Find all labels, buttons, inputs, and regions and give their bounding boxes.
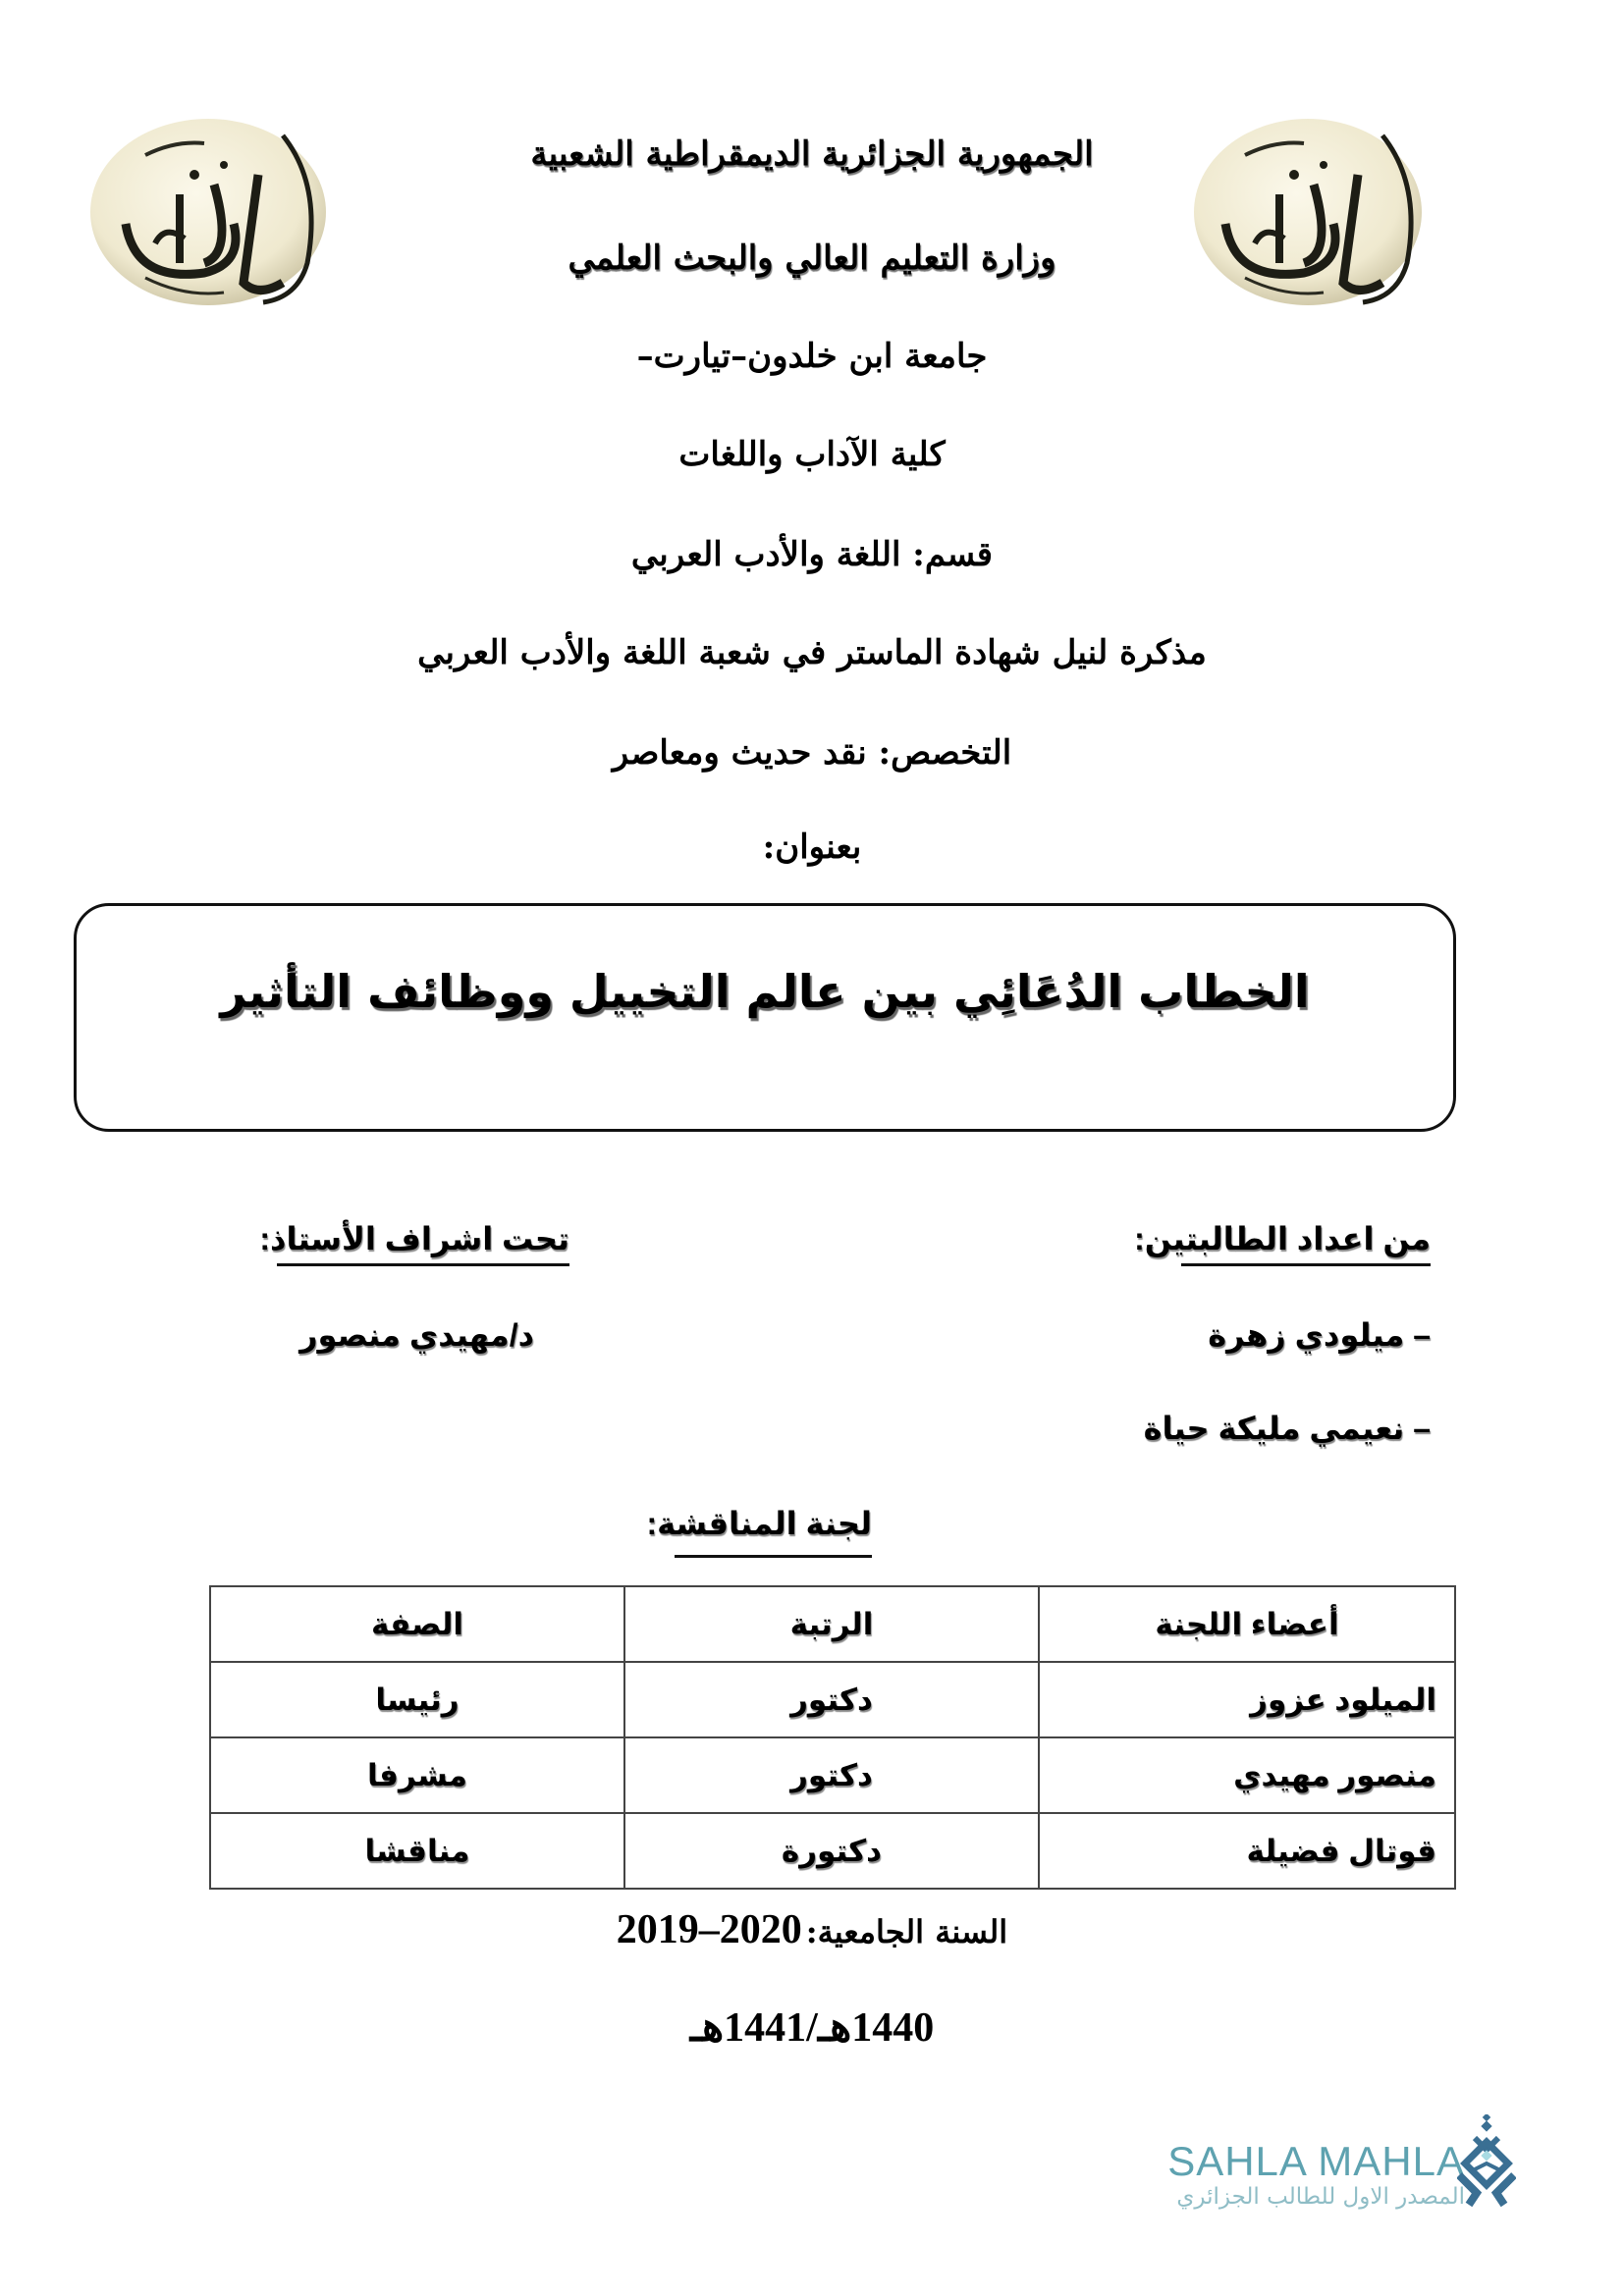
- academic-year-hijri: 1440هـ/1441هـ: [689, 2005, 935, 2051]
- member-rank: دكتور: [624, 1662, 1039, 1737]
- member-role: مناقشا: [210, 1813, 624, 1889]
- column-header-role: الصفة: [210, 1586, 624, 1662]
- sahla-mahla-emblem-icon: [1457, 2114, 1516, 2211]
- table-row: [210, 1737, 1455, 1813]
- student-name: – نعيمي مليكة حياة: [1143, 1411, 1431, 1446]
- member-rank: دكتور: [624, 1737, 1039, 1813]
- sahla-mahla-watermark: [1092, 2140, 1465, 2211]
- thesis-title-box: [74, 903, 1456, 1132]
- student-name: – ميلودي زهرة: [1208, 1317, 1431, 1353]
- committee-heading: لجنة المناقشة:: [646, 1506, 872, 1541]
- ministry-name: وزارة التعليم العالي والبحث العلمي: [568, 239, 1056, 278]
- table-row: [210, 1662, 1455, 1737]
- university-name: جامعة ابن خلدون–تيارت–: [636, 337, 988, 376]
- supervisor-heading: تحت اشراف الأستاذ:: [259, 1221, 569, 1256]
- watermark-brand: SAHLA MAHLA: [1167, 2138, 1465, 2184]
- specialization: التخصص: نقد حديث ومعاصر: [612, 733, 1012, 773]
- academic-year: [0, 1906, 1624, 1953]
- member-rank: دكتورة: [624, 1813, 1039, 1889]
- thesis-title: الخطاب الدُعَائِي بين عالم التخييل ووظائف التأثير: [220, 965, 1310, 1018]
- member-name: منصور مهيدي: [1039, 1737, 1455, 1813]
- member-role: رئيسا: [210, 1662, 624, 1737]
- member-name: الميلود عزوز: [1039, 1662, 1455, 1737]
- faculty-name: كلية الآداب واللغات: [678, 435, 946, 474]
- academic-year-hijri-row: [0, 2002, 1624, 2052]
- watermark-tagline: المصدر الاول للطالب الجزائري: [1176, 2184, 1465, 2210]
- degree-statement: مذكرة لنيل شهادة الماستر في شعبة اللغة والأدب العربي: [417, 633, 1207, 672]
- table-header-row: [210, 1586, 1455, 1662]
- academic-year-label: السنة الجامعية:: [805, 1913, 1008, 1950]
- supervisor-name: د/مهيدي منصور: [299, 1317, 534, 1353]
- member-role: مشرفا: [210, 1737, 624, 1813]
- students-heading: من اعداد الطالبتين:: [1134, 1221, 1431, 1256]
- republic-name: الجمهورية الجزائرية الديمقراطية الشعبية: [530, 134, 1094, 174]
- table-row: [210, 1813, 1455, 1889]
- department-name: قسم: اللغة والأدب العربي: [630, 535, 994, 574]
- students-heading-underline: [1181, 1263, 1431, 1266]
- column-header-members: أعضاء اللجنة: [1039, 1586, 1455, 1662]
- academic-year-gregorian: 2019–2020: [616, 1907, 802, 1952]
- column-header-rank: الرتبة: [624, 1586, 1039, 1662]
- committee-heading-underline: [675, 1555, 872, 1558]
- title-label: بعنوان:: [762, 828, 862, 867]
- committee-table: [209, 1585, 1456, 1890]
- supervisor-heading-underline: [277, 1263, 569, 1266]
- member-name: قوتال فضيلة: [1039, 1813, 1455, 1889]
